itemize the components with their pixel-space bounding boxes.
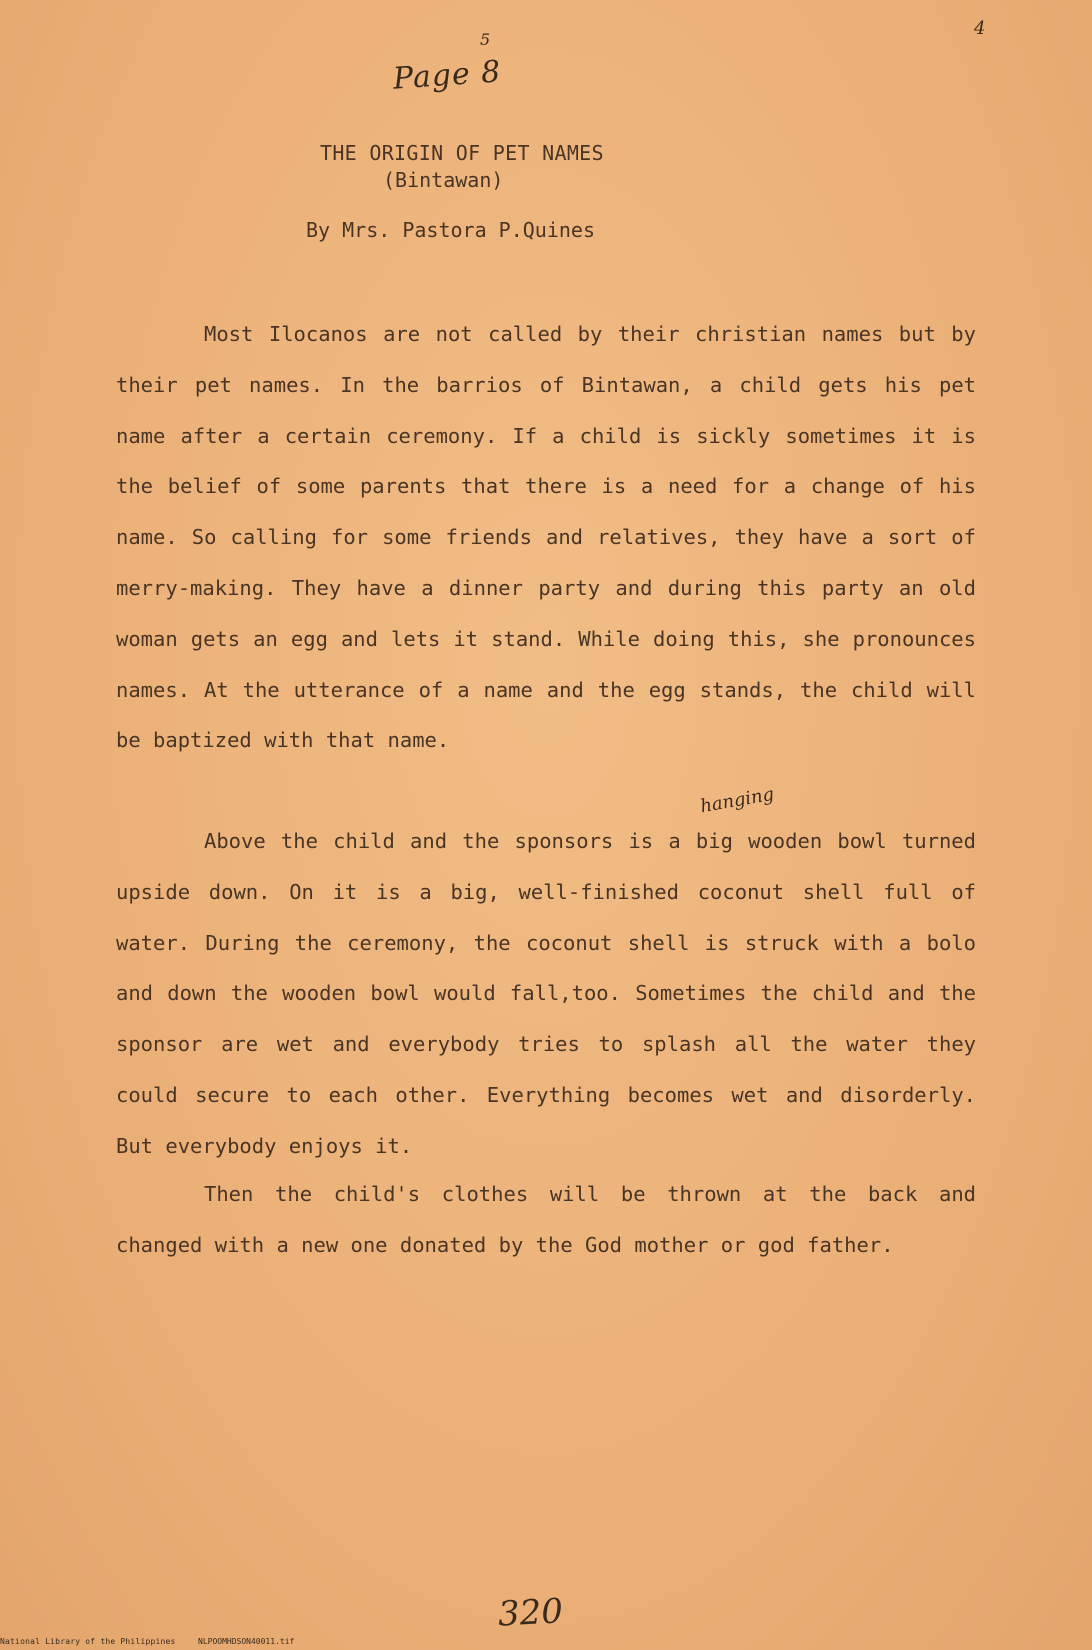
footer-library-name: National Library of the Philippines [0,1637,176,1646]
paragraph-1: Most Ilocanos are not called by their christian names but by their pet names. In the barrios of Bintawan, a child gets his pet name after a certain ceremony. If a child is sickly sometimes it is the belief of some parents that there is a need for a change of his name. So calling for some friends and relatives, they have a sort of merry-making. They have a dinner party and during this party an old woman gets an egg and lets it stand. While doing this, she pronounces names. At the utterance of a name and the egg stands, the child will be baptized with that name. [116,322,976,753]
paragraph-3: Then the child's clothes will be thrown at the back and changed with a new one donated by the God mother or god father. [116,1182,976,1257]
handwritten-insert: hanging [698,783,776,818]
top-mark: 5 [480,30,491,49]
page-number-handwritten: 320 [496,1591,564,1635]
author-byline: By Mrs. Pastora P.Quines [306,218,595,242]
document-title: THE ORIGIN OF PET NAMES [320,141,604,165]
page-label-handwritten: Page 8 [391,54,503,97]
footer-filename: NLPOOMHDSON40011.tif [198,1637,295,1646]
corner-mark: 4 [974,18,986,39]
document-subtitle: (Bintawan) [383,168,504,192]
paragraph-2: Above the child and the sponsors is a big wooden bowl turned upside down. On it is a big, well-finished coconut shell full of water. During the ceremony, the coconut shell is struck with a bolo and down the wooden bowl would fall,too. Sometimes the child and the sponsor are wet and everybody tries to splash all the water they could secure to each other. Everything becomes wet and disorderly. But everybody enjoys it. [116,829,976,1158]
